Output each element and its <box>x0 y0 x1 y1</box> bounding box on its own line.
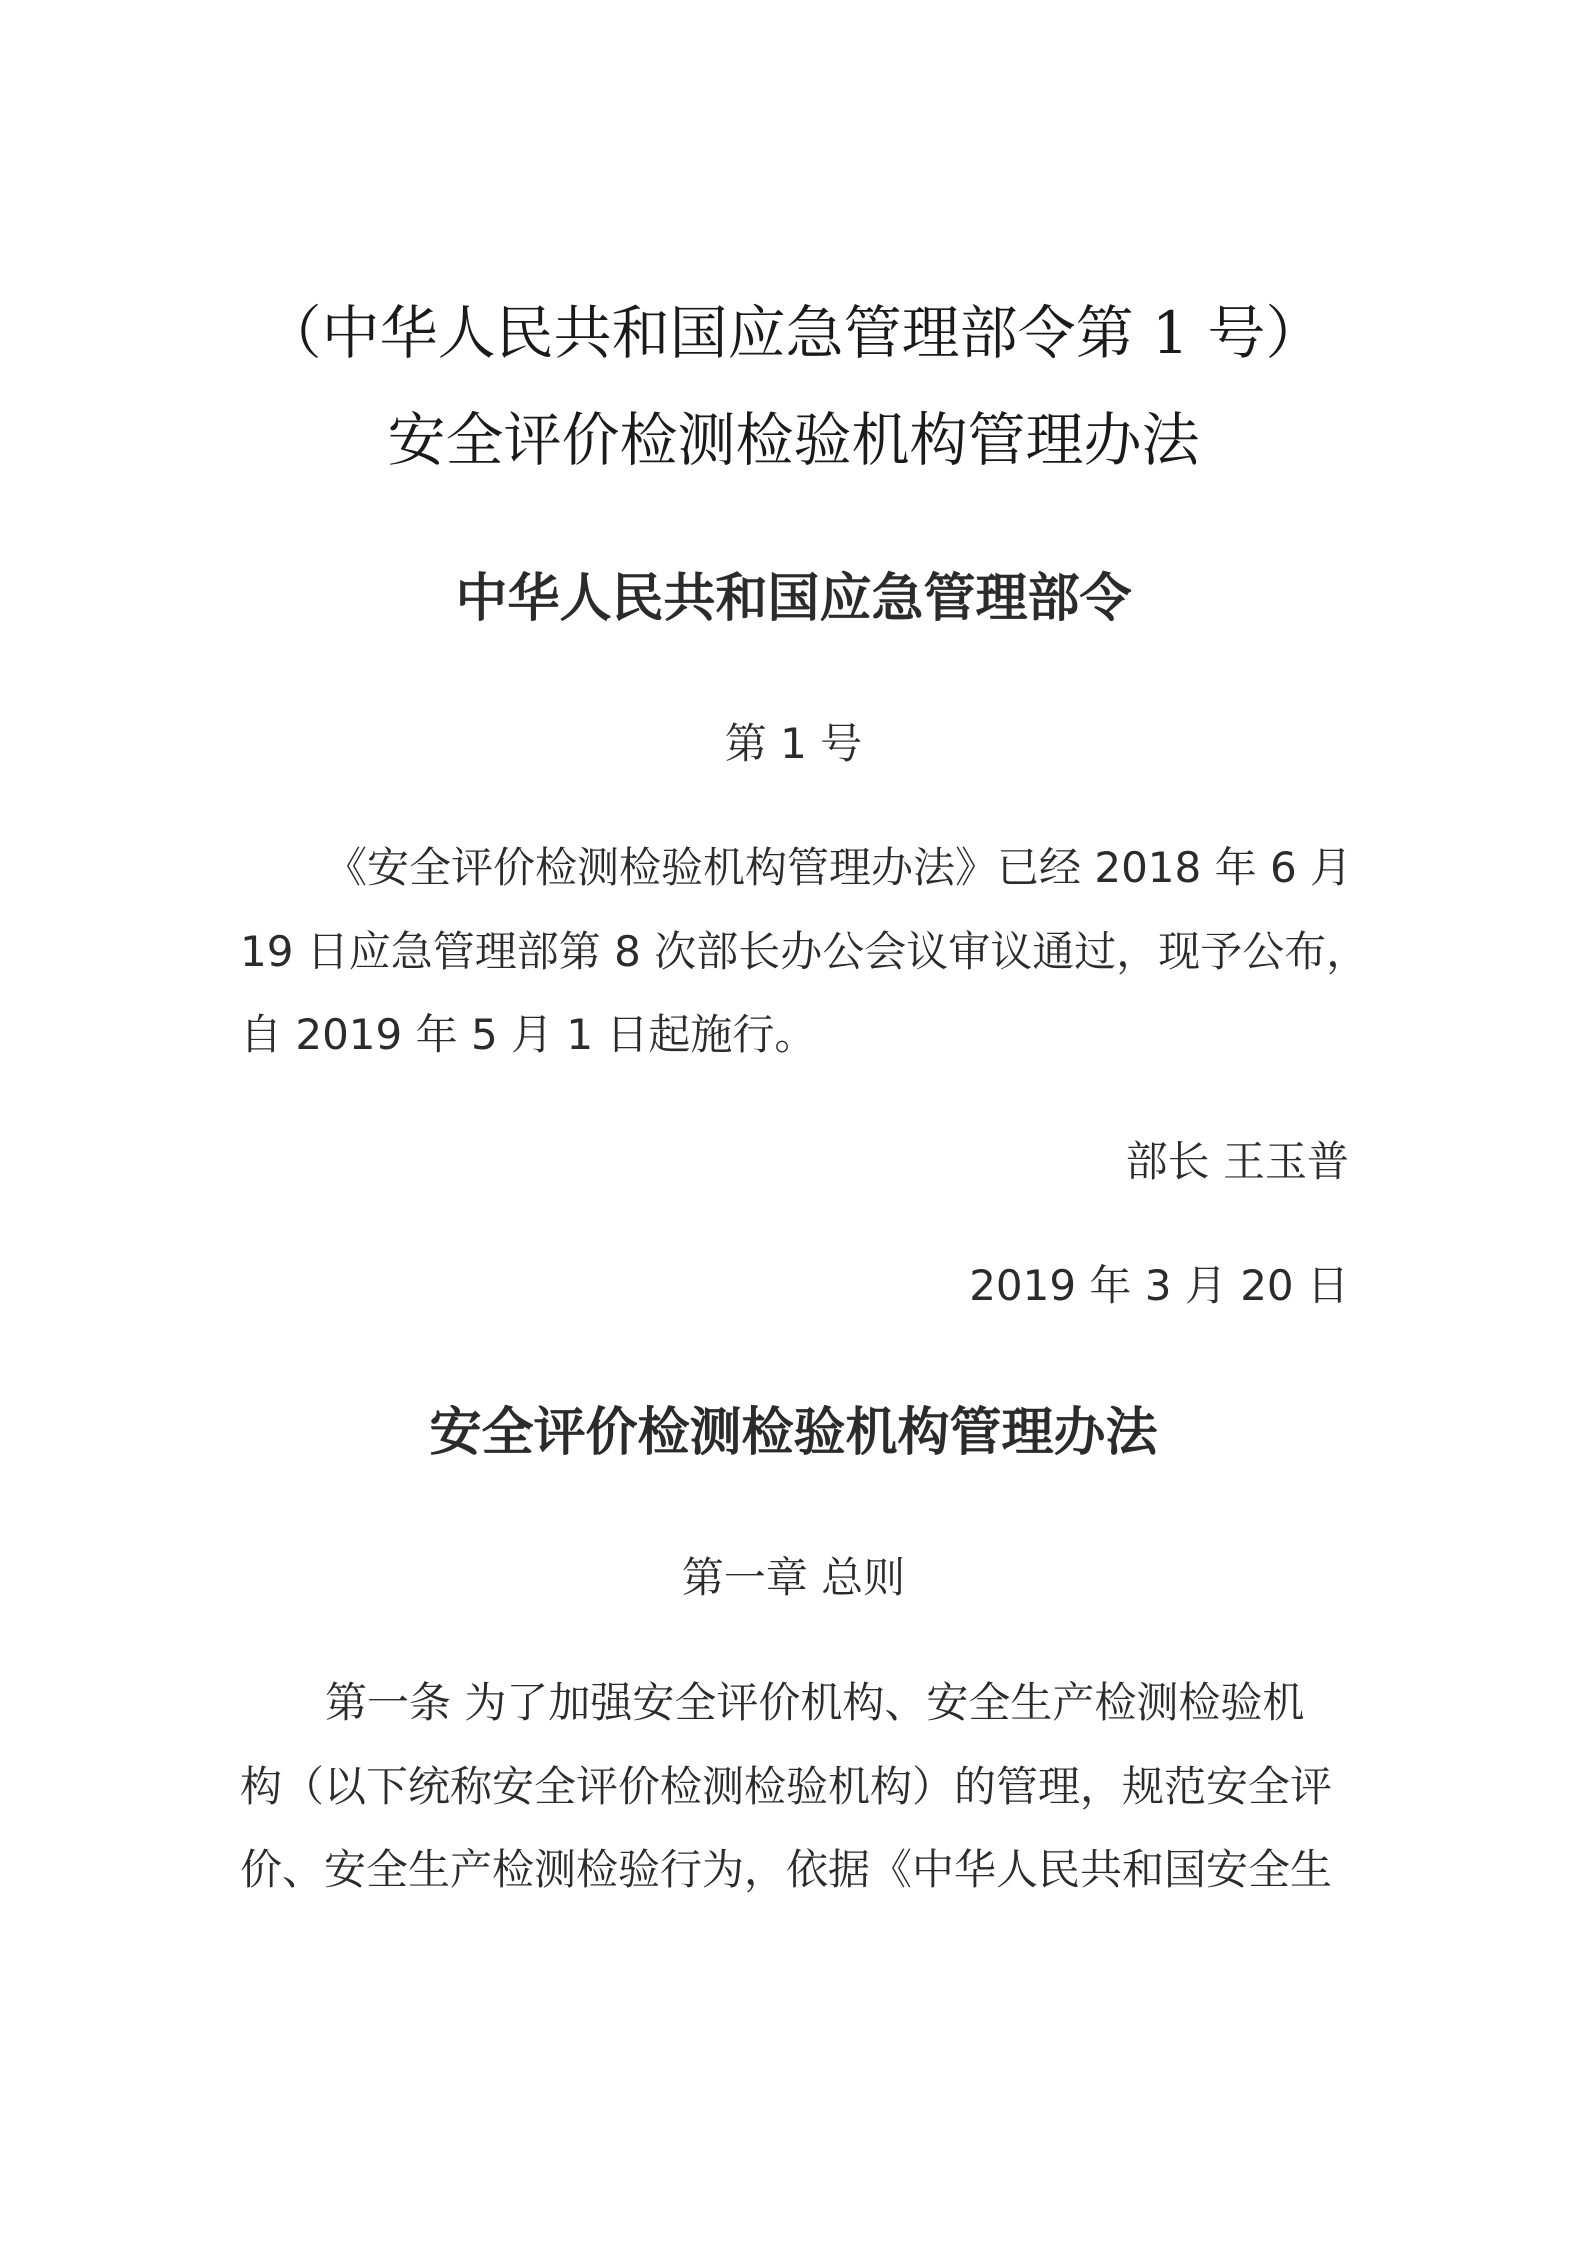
article-line: 第一条 为了加强安全评价机构、安全生产检测检验机 <box>325 1678 1305 1727</box>
announcement-line: 19 日应急管理部第 8 次部长办公会议审议通过，现予公布， <box>240 927 1369 976</box>
article-line: 价、安全生产检测检验行为，依据《中华人民共和国安全生 <box>240 1845 1333 1894</box>
document-title: 安全评价检测检验机构管理办法 <box>387 406 1200 474</box>
chapter-heading: 第一章 总则 <box>681 1553 906 1602</box>
body-title: 安全评价检测检验机构管理办法 <box>429 1403 1158 1463</box>
issuer-heading: 中华人民共和国应急管理部令 <box>455 569 1132 629</box>
article-line: 构（以下统称安全评价检测检验机构）的管理，规范安全评 <box>240 1762 1333 1811</box>
announcement-line: 《安全评价检测检验机构管理办法》已经 2018 年 6 月 <box>325 843 1353 892</box>
order-title: （中华人民共和国应急管理部令第 1 号） <box>263 299 1324 367</box>
order-number: 第 1 号 <box>724 719 863 768</box>
issue-date: 2019 年 3 月 20 日 <box>969 1261 1349 1310</box>
signatory: 部长 王玉普 <box>1125 1137 1349 1186</box>
announcement-line: 自 2019 年 5 月 1 日起施行。 <box>240 1010 817 1059</box>
